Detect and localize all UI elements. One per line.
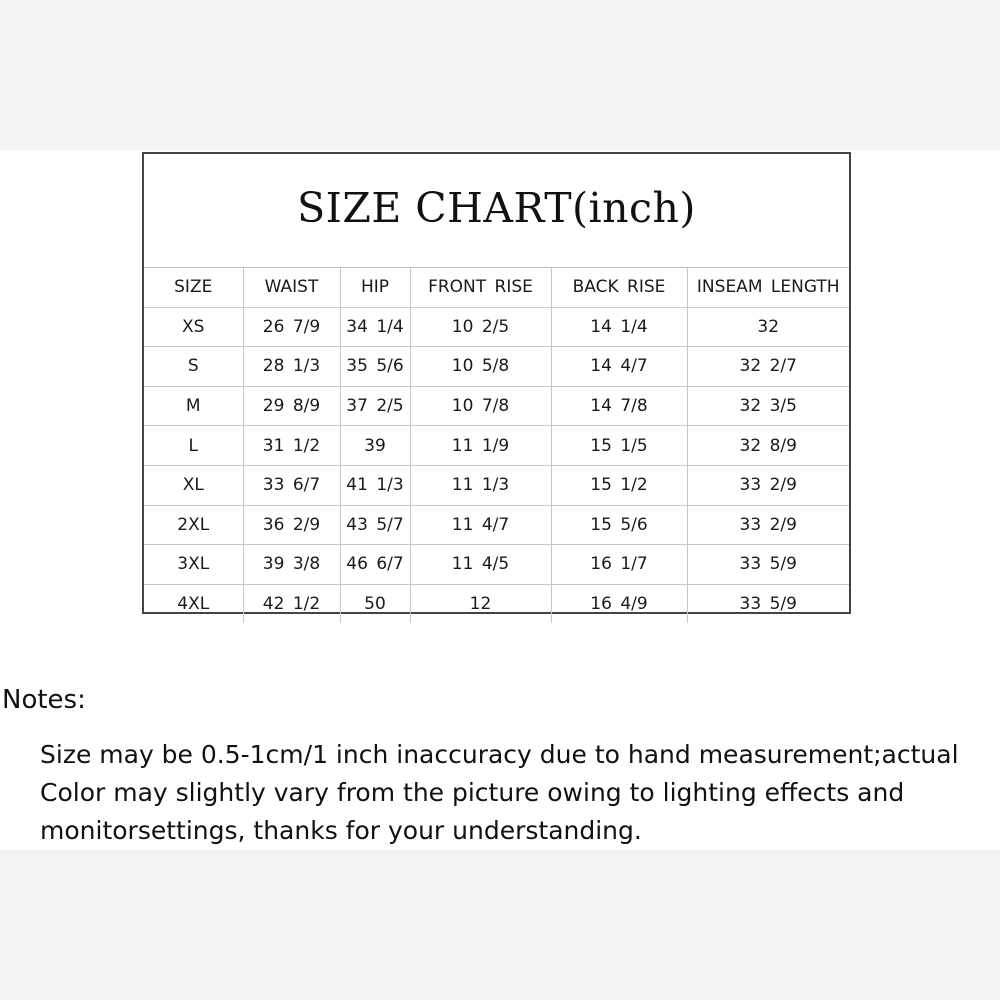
cell-inseam-length: 32 3/5 bbox=[687, 386, 849, 426]
notes-label: Notes: bbox=[2, 685, 86, 715]
header-hip: HIP bbox=[340, 268, 410, 308]
notes-line: monitorsettings, thanks for your understanding. bbox=[40, 816, 642, 845]
chart-title: SIZE CHART(inch) bbox=[297, 184, 696, 232]
cell-hip: 43 5/7 bbox=[340, 505, 410, 545]
cell-size: 2XL bbox=[144, 505, 243, 545]
cell-waist: 42 1/2 bbox=[243, 584, 340, 623]
table-row bbox=[144, 505, 849, 545]
cell-front-rise: 12 bbox=[410, 584, 551, 623]
cell-size: 3XL bbox=[144, 545, 243, 585]
table-row bbox=[144, 584, 849, 623]
table-row bbox=[144, 426, 849, 466]
cell-front-rise: 11 1/9 bbox=[410, 426, 551, 466]
cell-hip: 37 2/5 bbox=[340, 386, 410, 426]
cell-front-rise: 11 1/3 bbox=[410, 465, 551, 505]
cell-waist: 29 8/9 bbox=[243, 386, 340, 426]
cell-hip: 41 1/3 bbox=[340, 465, 410, 505]
table-row bbox=[144, 386, 849, 426]
cell-front-rise: 10 2/5 bbox=[410, 307, 551, 347]
cell-waist: 33 6/7 bbox=[243, 465, 340, 505]
table-row bbox=[144, 465, 849, 505]
cell-hip: 39 bbox=[340, 426, 410, 466]
cell-front-rise: 10 5/8 bbox=[410, 347, 551, 387]
cell-inseam-length: 33 2/9 bbox=[687, 505, 849, 545]
notes-line: Size may be 0.5-1cm/1 inch inaccuracy due to hand measurement;actual bbox=[40, 740, 959, 769]
cell-inseam-length: 33 2/9 bbox=[687, 465, 849, 505]
cell-back-rise: 14 1/4 bbox=[551, 307, 687, 347]
cell-back-rise: 15 1/5 bbox=[551, 426, 687, 466]
table-row bbox=[144, 347, 849, 387]
cell-back-rise: 16 1/7 bbox=[551, 545, 687, 585]
cell-front-rise: 11 4/5 bbox=[410, 545, 551, 585]
table-row bbox=[144, 545, 849, 585]
cell-waist: 26 7/9 bbox=[243, 307, 340, 347]
cell-waist: 28 1/3 bbox=[243, 347, 340, 387]
header-inseam-length: INSEAM LENGTH bbox=[687, 268, 849, 308]
header-back-rise: BACK RISE bbox=[551, 268, 687, 308]
cell-size: S bbox=[144, 347, 243, 387]
cell-hip: 50 bbox=[340, 584, 410, 623]
cell-back-rise: 15 1/2 bbox=[551, 465, 687, 505]
cell-waist: 36 2/9 bbox=[243, 505, 340, 545]
header-waist: WAIST bbox=[243, 268, 340, 308]
header-size: SIZE bbox=[144, 268, 243, 308]
cell-back-rise: 14 4/7 bbox=[551, 347, 687, 387]
cell-hip: 46 6/7 bbox=[340, 545, 410, 585]
size-table bbox=[144, 267, 849, 623]
cell-inseam-length: 32 bbox=[687, 307, 849, 347]
table-header-row bbox=[144, 268, 849, 308]
cell-inseam-length: 32 8/9 bbox=[687, 426, 849, 466]
cell-front-rise: 10 7/8 bbox=[410, 386, 551, 426]
cell-inseam-length: 33 5/9 bbox=[687, 545, 849, 585]
cell-size: XS bbox=[144, 307, 243, 347]
cell-hip: 35 5/6 bbox=[340, 347, 410, 387]
notes-body bbox=[40, 736, 998, 850]
cell-back-rise: 14 7/8 bbox=[551, 386, 687, 426]
cell-size: L bbox=[144, 426, 243, 466]
cell-size: XL bbox=[144, 465, 243, 505]
cell-inseam-length: 32 2/7 bbox=[687, 347, 849, 387]
background-bottom bbox=[0, 850, 1000, 1000]
cell-size: M bbox=[144, 386, 243, 426]
table-row bbox=[144, 307, 849, 347]
notes-line: Color may slightly vary from the picture owing to lighting effects and bbox=[40, 778, 905, 807]
cell-hip: 34 1/4 bbox=[340, 307, 410, 347]
cell-inseam-length: 33 5/9 bbox=[687, 584, 849, 623]
cell-front-rise: 11 4/7 bbox=[410, 505, 551, 545]
header-front-rise: FRONT RISE bbox=[410, 268, 551, 308]
cell-back-rise: 16 4/9 bbox=[551, 584, 687, 623]
cell-waist: 39 3/8 bbox=[243, 545, 340, 585]
cell-size: 4XL bbox=[144, 584, 243, 623]
size-chart bbox=[142, 152, 851, 614]
background-top bbox=[0, 0, 1000, 150]
cell-waist: 31 1/2 bbox=[243, 426, 340, 466]
cell-back-rise: 15 5/6 bbox=[551, 505, 687, 545]
